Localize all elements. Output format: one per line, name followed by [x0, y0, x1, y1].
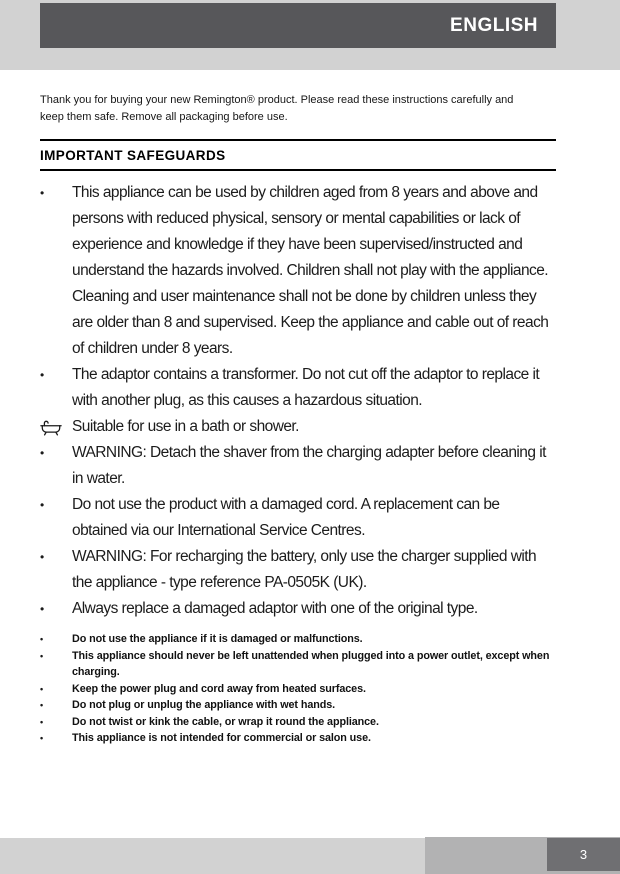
safeguard-text: Do not use the product with a damaged cord. A replacement can be obtained via our International Service Centres.	[72, 496, 500, 539]
intro-text: Thank you for buying your new Remington® product. Please read these instructions carefully and keep them safe. Remove all packaging before use.	[40, 94, 514, 123]
safeguard-text: The adaptor contains a transformer. Do not cut off the adaptor to replace it with another plug, as this causes a hazardous situation.	[72, 366, 540, 409]
bullet-marker: •	[40, 716, 44, 727]
section-divider-top	[40, 139, 556, 141]
safeguards-title: IMPORTANT SAFEGUARDS	[40, 148, 226, 163]
safeguard-item	[40, 697, 556, 714]
safeguard-item	[40, 714, 556, 731]
safeguard-item	[40, 414, 556, 440]
bullet-marker: •	[40, 733, 44, 743]
safeguard-item	[40, 730, 556, 747]
safeguard-text: Always replace a damaged adaptor with one of the original type.	[72, 600, 478, 617]
safeguard-item	[40, 362, 556, 414]
safeguard-text: WARNING: For recharging the battery, only use the charger supplied with the appliance - type reference PA-0505K (UK).	[72, 548, 537, 591]
page-sheet	[0, 70, 620, 838]
safeguard-text: This appliance is not intended for commercial or salon use.	[72, 732, 371, 744]
safeguard-text: Do not use the appliance if it is damaged or malfunctions.	[72, 633, 363, 645]
header-bar	[40, 3, 556, 48]
bullet-marker: •	[40, 368, 45, 382]
page-number-box	[547, 838, 620, 871]
safeguard-item	[40, 596, 556, 622]
bullet-marker: •	[40, 634, 44, 644]
safeguard-item	[40, 648, 556, 681]
bullet-marker: •	[40, 550, 45, 564]
safeguard-text: Do not twist or kink the cable, or wrap it round the appliance.	[72, 715, 379, 728]
safeguard-text: Suitable for use in a bath or shower.	[72, 418, 299, 435]
safeguard-item	[40, 440, 556, 492]
language-label: ENGLISH	[450, 14, 538, 36]
safeguard-item	[40, 544, 556, 596]
bullet-marker: •	[40, 602, 45, 616]
safeguard-text: WARNING: Detach the shaver from the charging adapter before cleaning it in water.	[72, 444, 546, 487]
safeguard-text: Keep the power plug and cord away from heated surfaces.	[72, 682, 366, 695]
bullet-marker: •	[40, 700, 44, 710]
bullet-marker: •	[40, 186, 45, 200]
page-number: 3	[579, 847, 588, 862]
bullet-marker: •	[40, 446, 45, 460]
section-divider-bottom	[40, 169, 556, 171]
bullet-marker: •	[40, 498, 45, 512]
safeguard-item	[40, 681, 556, 698]
bullet-marker: •	[40, 650, 44, 661]
safeguard-item	[40, 180, 556, 362]
safeguard-text: This appliance should never be left unattended when plugged into a power outlet, except when charging.	[72, 649, 550, 678]
safeguards-minor-list	[40, 631, 556, 747]
safeguard-text: This appliance can be used by children aged from 8 years and above and persons with reduced physical, sensory or mental capabilities or lack of experience and knowledge if they have been supervised/instructed and understand the hazards involved. Children shall not play with the appliance. Cleaning and user maintenance shall not be done by children unless they are older than 8 and supervised. Keep the appliance and cable out of reach of children under 8 years.	[72, 184, 549, 357]
safeguard-item	[40, 631, 556, 648]
safeguards-major-list	[40, 180, 556, 622]
bullet-marker: •	[40, 683, 44, 694]
bath-tub-icon	[40, 414, 72, 440]
safeguard-item	[40, 492, 556, 544]
safeguard-text: Do not plug or unplug the appliance with wet hands.	[72, 699, 336, 711]
